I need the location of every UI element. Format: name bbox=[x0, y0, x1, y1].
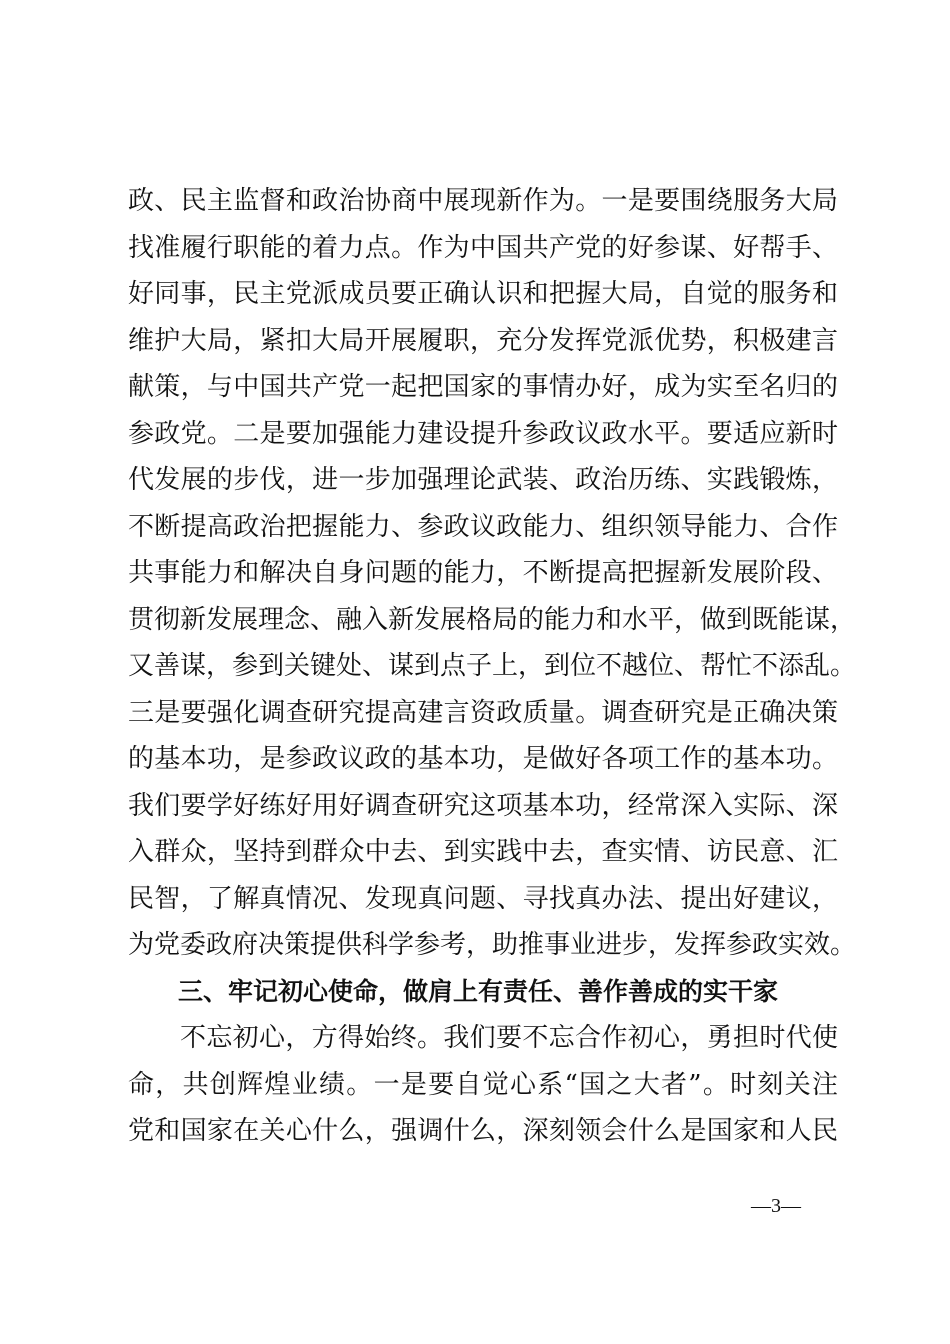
text-line: 参政党。二是要加强能力建设提升参政议政水平。要适应新时 bbox=[128, 418, 838, 449]
text-line: 维护大局，紧扣大局开展履职，充分发挥党派优势，积极建言 bbox=[128, 325, 838, 356]
text-line: 找准履行职能的着力点。作为中国共产党的好参谋、好帮手、 bbox=[128, 232, 838, 263]
text-line: 民智，了解真情况、发现真问题、寻找真办法、提出好建议， bbox=[128, 883, 838, 914]
page-number: —3— bbox=[751, 1195, 801, 1217]
text-line: 不忘初心，方得始终。我们要不忘合作初心，勇担时代使 bbox=[180, 1023, 838, 1053]
text-line: 为党委政府决策提供科学参考，助推事业进步，发挥参政实效。 bbox=[128, 930, 857, 960]
text-line: 党和国家在关心什么，强调什么，深刻领会什么是国家和人民 bbox=[128, 1116, 838, 1146]
text-line: 献策，与中国共产党一起把国家的事情办好，成为实至名归的 bbox=[128, 372, 838, 402]
text-line: 代发展的步伐，进一步加强理论武装、政治历练、实践锻炼， bbox=[128, 465, 838, 495]
text-line: 又善谋，参到关键处、谋到点子上，到位不越位、帮忙不添乱。 bbox=[128, 651, 857, 681]
text-line: 入群众，坚持到群众中去、到实践中去，查实情、访民意、汇 bbox=[128, 837, 838, 867]
body-text bbox=[128, 178, 857, 1155]
text-line: 贯彻新发展理念、融入新发展格局的能力和水平，做到既能谋， bbox=[128, 604, 857, 635]
text-line: 的基本功，是参政议政的基本功，是做好各项工作的基本功。 bbox=[128, 744, 838, 774]
text-line: 不断提高政治把握能力、参政议政能力、组织领导能力、合作 bbox=[128, 511, 838, 542]
section-heading: 三、牢记初心使命，做肩上有责任、善作善成的实干家 bbox=[178, 976, 779, 1006]
text-line: 好同事，民主党派成员要正确认识和把握大局，自觉的服务和 bbox=[128, 279, 838, 309]
text-line: 命，共创辉煌业绩。一是要自觉心系“国之大者”。时刻关注 bbox=[128, 1069, 838, 1100]
text-line: 我们要学好练好用好调查研究这项基本功，经常深入实际、深 bbox=[128, 790, 838, 821]
text-line: 三是要强化调查研究提高建言资政质量。调查研究是正确决策 bbox=[128, 697, 838, 728]
text-line: 共事能力和解决自身问题的能力，不断提高把握新发展阶段、 bbox=[128, 558, 838, 588]
text-line: 政、民主监督和政治协商中展现新作为。一是要围绕服务大局 bbox=[128, 186, 838, 216]
